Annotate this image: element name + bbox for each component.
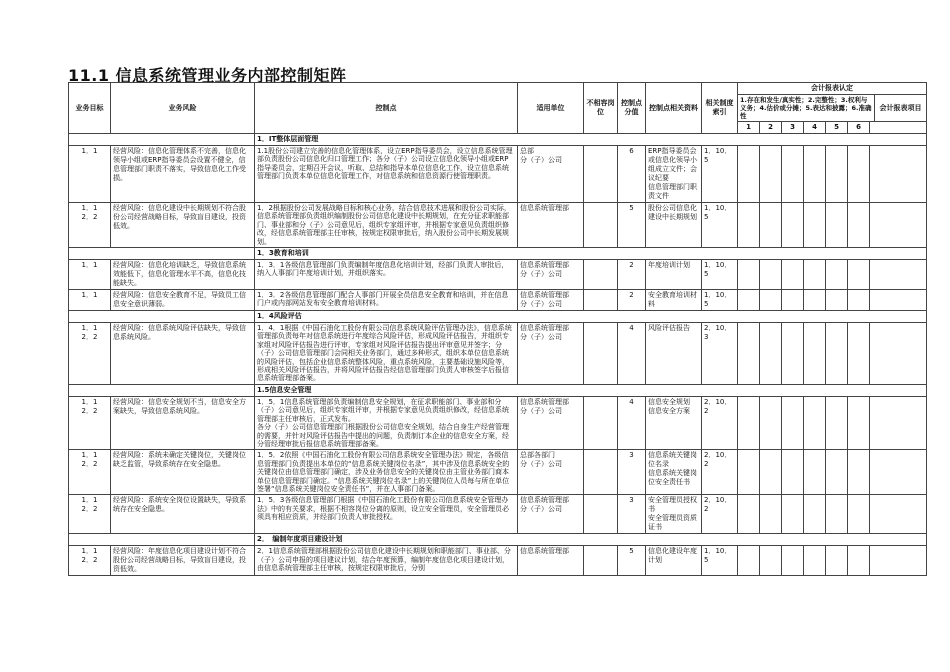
cell-audit-4 bbox=[804, 495, 826, 534]
cell-risk: 经营风险：年度信息化项目建设计划不符合股份公司经营战略目标，导致盲目建设，投资低效。 bbox=[111, 546, 255, 576]
cell-audit-2 bbox=[760, 450, 782, 495]
cell-docs: 风险评估报告 bbox=[646, 323, 702, 385]
page-title: 11.1 信息系统管理业务内部控制矩阵 bbox=[68, 66, 347, 85]
table-row bbox=[69, 323, 927, 385]
cell-goal: 1．1 2．2 bbox=[69, 495, 111, 534]
cell-audit-1 bbox=[738, 260, 760, 290]
cell-audit-5 bbox=[826, 450, 848, 495]
header-num-3: 3 bbox=[782, 122, 804, 134]
cell-control: 1．5．1信息系统管理部负责编制信息安全规划，在征求职能部门、事业部和分（子）公司意见后，组织专家组评审，并根据专家意见负责组织修改，经信息系统管理部主任审核后，正式发布。 各分（子）公司信息管理部门根据股份公司信息安全规划，结合自身生产经营管理的需要，并针对风险评估报告中提出的问题，负责制订本企业的信息安全方案，经分管经理审批后报信息系统管理部备案。 bbox=[255, 396, 518, 449]
cell-goal: 1．1 2．2 bbox=[69, 450, 111, 495]
cell-score: 2 bbox=[618, 290, 646, 311]
control-matrix-table bbox=[68, 82, 927, 576]
cell-audit-4 bbox=[804, 146, 826, 203]
cell-unit: 信息系统管理部 分（子）公司 bbox=[518, 495, 584, 534]
cell-audit-2 bbox=[760, 260, 782, 290]
cell-audit-3 bbox=[782, 203, 804, 248]
header-score: 控制点分值 bbox=[618, 83, 646, 134]
cell-audit-1 bbox=[738, 323, 760, 385]
cell-control: 2．1信息系统管理部根据股份公司信息化建设中长期规划和职能部门、事业部、分（子）公司申报的项目建议计划，结合年度预算，编制年度信息化项目建设计划，由信息系统管理部主任审核，按规定权限审批后，分别 bbox=[255, 546, 518, 576]
cell-audit-3 bbox=[782, 450, 804, 495]
cell-risk: 经营风险：系统未确定关键岗位，关键岗位缺乏监管，导致系统存在安全隐患。 bbox=[111, 450, 255, 495]
section-title: 2． 编制年度项目建设计划 bbox=[255, 534, 927, 546]
table-body bbox=[69, 134, 927, 576]
section-row bbox=[69, 384, 927, 396]
cell-index: 1．10．5 bbox=[702, 290, 738, 311]
cell-goal: 1．1 2．2 bbox=[69, 323, 111, 385]
cell-control: 1．5．3各级信息管理部门根据《中国石油化工股份有限公司信息系统安全管理办法》中的有关要求，根据不相容岗位分离的原则，设立安全管理员，安全管理员必须具有相应资质，并经部门负责人审批授权。 bbox=[255, 495, 518, 534]
section-spacer bbox=[69, 311, 255, 323]
cell-index: 1．10．5 bbox=[702, 546, 738, 576]
table-row bbox=[69, 260, 927, 290]
header-num-4: 4 bbox=[804, 122, 826, 134]
section-title: 1．3教育和培训 bbox=[255, 248, 927, 260]
cell-incompatible bbox=[584, 450, 618, 495]
cell-audit-6 bbox=[848, 323, 870, 385]
cell-docs: 信息系统关键岗位名录 信息系统关键岗位安全责任书 bbox=[646, 450, 702, 495]
cell-control: 1．3．1各级信息管理部门负责编制年度信息化培训计划，经部门负责人审批后，纳入人事部门年度培训计划，并组织落实。 bbox=[255, 260, 518, 290]
cell-incompatible bbox=[584, 546, 618, 576]
cell-index: 2．10．2 bbox=[702, 495, 738, 534]
cell-audit-item bbox=[870, 495, 927, 534]
cell-audit-4 bbox=[804, 450, 826, 495]
cell-risk: 经营风险：信息化管理体系不完善，信息化领导小组或ERP指导委员会设置不健全，信息管理部门职责不落实，导致信息化工作受损。 bbox=[111, 146, 255, 203]
cell-score: 3 bbox=[618, 450, 646, 495]
cell-score: 5 bbox=[618, 546, 646, 576]
cell-risk: 经营风险：信息安全规划不当，信息安全方案缺失，导致信息系统风险。 bbox=[111, 396, 255, 449]
cell-index: 2．10．2 bbox=[702, 450, 738, 495]
cell-audit-2 bbox=[760, 495, 782, 534]
cell-audit-3 bbox=[782, 495, 804, 534]
cell-goal: 1．1 2．2 bbox=[69, 396, 111, 449]
cell-audit-2 bbox=[760, 146, 782, 203]
cell-audit-2 bbox=[760, 290, 782, 311]
header-docs: 控制点相关资料 bbox=[646, 83, 702, 134]
header-index: 相关制度索引 bbox=[702, 83, 738, 134]
cell-audit-5 bbox=[826, 260, 848, 290]
header-num-5: 5 bbox=[826, 122, 848, 134]
cell-audit-1 bbox=[738, 203, 760, 248]
header-audit-desc: 1.存在和发生/真实性；2.完整性；3.权利与义务；4.估价或分摊；5.表达和披露；6.准确性 bbox=[738, 95, 875, 121]
cell-goal: 1．1 bbox=[69, 146, 111, 203]
cell-audit-item bbox=[870, 290, 927, 311]
cell-risk: 经营风险：信息化建设中长期规划不符合股份公司经营战略目标，导致盲目建设，投资低效。 bbox=[111, 203, 255, 248]
cell-audit-5 bbox=[826, 323, 848, 385]
section-spacer bbox=[69, 248, 255, 260]
cell-docs: 信息化建设年度计划 bbox=[646, 546, 702, 576]
cell-control: 1．5．2依照《中国石油化工股份有限公司信息系统安全管理办法》规定，各级信息管理部门负责提出本单位的“信息系统关键岗位名录”，其中涉及信息系统安全的关键岗位由信息管理部门确定，涉及业务信息安全的关键岗位由主管业务部门商本单位信息管理部门确定。“信息系统关键岗位名录”上的关键岗位人员每与所在单位签署“信息系统关键岗位安全责任书”，并在人事部门备案。 bbox=[255, 450, 518, 495]
cell-score: 5 bbox=[618, 203, 646, 248]
cell-docs: 股份公司信息化建设中长期规划 bbox=[646, 203, 702, 248]
cell-unit: 信息系统管理部 分（子）公司 bbox=[518, 260, 584, 290]
table-row bbox=[69, 203, 927, 248]
cell-audit-3 bbox=[782, 396, 804, 449]
cell-audit-2 bbox=[760, 396, 782, 449]
cell-score: 6 bbox=[618, 146, 646, 203]
cell-control: 1．4．1根据《中国石油化工股份有限公司信息系统风险评估管理办法》，信息系统管理部负责每年对信息系统进行年度综合风险评估，形成风险评估报告，并组织专家组对风险评估报告进行评审，专家组对风险评估报告提出评审意见并签字；分（子）公司信息管理部门会同相关业务部门，通过多种形式，组织本单位信息系统的风险评估，包括企业信息系统整体风险，重点系统风险，主要基础设施风险等，形成相关风险评估报告，并将风险评估报告经信息管理部门负责人审核签字后报信息系统管理部备案。 bbox=[255, 323, 518, 385]
section-row bbox=[69, 134, 927, 146]
cell-incompatible bbox=[584, 495, 618, 534]
cell-audit-1 bbox=[738, 396, 760, 449]
cell-incompatible bbox=[584, 146, 618, 203]
cell-audit-6 bbox=[848, 546, 870, 576]
cell-risk: 经营风险：信息安全教育不足，导致员工信息安全意识薄弱。 bbox=[111, 290, 255, 311]
header-audit: 会计报表认定 bbox=[738, 83, 926, 95]
cell-audit-item bbox=[870, 260, 927, 290]
cell-incompatible bbox=[584, 203, 618, 248]
header-control: 控制点 bbox=[255, 83, 518, 134]
header-num-1: 1 bbox=[738, 122, 760, 134]
header-num-empty bbox=[870, 122, 927, 134]
section-row bbox=[69, 248, 927, 260]
cell-risk: 经营风险：系统安全岗位设置缺失，导致系统存在安全隐患。 bbox=[111, 495, 255, 534]
cell-audit-4 bbox=[804, 290, 826, 311]
header-audit-group bbox=[738, 83, 927, 122]
header-unit: 适用单位 bbox=[518, 83, 584, 134]
cell-docs: 年度培训计划 bbox=[646, 260, 702, 290]
header-goal: 业务目标 bbox=[69, 83, 111, 134]
cell-index: 2．10．3 bbox=[702, 323, 738, 385]
cell-unit: 信息系统管理部 分（子）公司 bbox=[518, 290, 584, 311]
cell-unit: 信息系统管理部 分（子）公司 bbox=[518, 396, 584, 449]
cell-audit-item bbox=[870, 146, 927, 203]
cell-audit-6 bbox=[848, 450, 870, 495]
cell-unit: 信息系统管理部 分（子）公司 bbox=[518, 323, 584, 385]
cell-audit-3 bbox=[782, 146, 804, 203]
cell-audit-1 bbox=[738, 495, 760, 534]
cell-unit: 总部各部门 分（子）公司 bbox=[518, 450, 584, 495]
cell-index: 1．10．5 bbox=[702, 146, 738, 203]
cell-docs: 安全教育培训材料 bbox=[646, 290, 702, 311]
cell-index: 1．10．5 bbox=[702, 203, 738, 248]
cell-audit-4 bbox=[804, 546, 826, 576]
cell-audit-1 bbox=[738, 546, 760, 576]
cell-goal: 1．1 2．2 bbox=[69, 546, 111, 576]
cell-audit-5 bbox=[826, 495, 848, 534]
cell-audit-5 bbox=[826, 396, 848, 449]
cell-risk: 经营风险：信息系统风险评估缺失，导致信息系统风险。 bbox=[111, 323, 255, 385]
cell-audit-5 bbox=[826, 203, 848, 248]
cell-audit-6 bbox=[848, 146, 870, 203]
cell-incompatible bbox=[584, 290, 618, 311]
cell-score: 3 bbox=[618, 495, 646, 534]
cell-docs: ERP指导委员会或信息化领导小组成立文件；会议纪要 信息管理部门职责文件 bbox=[646, 146, 702, 203]
cell-audit-3 bbox=[782, 546, 804, 576]
cell-unit: 信息系统管理部 bbox=[518, 546, 584, 576]
cell-incompatible bbox=[584, 323, 618, 385]
section-title: 1．IT整体层面管理 bbox=[255, 134, 927, 146]
cell-goal: 1．1 bbox=[69, 290, 111, 311]
cell-unit: 总部 分（子）公司 bbox=[518, 146, 584, 203]
cell-audit-1 bbox=[738, 450, 760, 495]
cell-score: 4 bbox=[618, 323, 646, 385]
cell-control: 1．2根据股份公司发展战略目标和核心业务，结合信息技术进展和股份公司实际，信息系统管理部负责组织编制股份公司信息化建设中长期规划，在充分征求职能部门、事业部和分（子）公司意见后，组织专家组评审，并根据专家意见负责组织修改，经信息系统管理部主任审核，按规定权限审批后，纳入股份公司中长期发展规划。 bbox=[255, 203, 518, 248]
section-title: 1.5信息安全管理 bbox=[255, 384, 927, 396]
cell-goal: 1．1 bbox=[69, 260, 111, 290]
cell-audit-4 bbox=[804, 260, 826, 290]
cell-audit-5 bbox=[826, 290, 848, 311]
cell-audit-6 bbox=[848, 203, 870, 248]
cell-audit-6 bbox=[848, 396, 870, 449]
cell-index: 1．10．5 bbox=[702, 260, 738, 290]
cell-audit-4 bbox=[804, 396, 826, 449]
header-audit-item: 会计报表项目 bbox=[879, 103, 922, 112]
header-risk: 业务风险 bbox=[111, 83, 255, 134]
section-spacer bbox=[69, 384, 255, 396]
section-row bbox=[69, 534, 927, 546]
cell-index: 2．10．2 bbox=[702, 396, 738, 449]
cell-unit: 信息系统管理部 bbox=[518, 203, 584, 248]
cell-audit-3 bbox=[782, 260, 804, 290]
cell-audit-5 bbox=[826, 546, 848, 576]
cell-docs: 信息安全规划 信息安全方案 bbox=[646, 396, 702, 449]
table-row bbox=[69, 396, 927, 449]
cell-audit-item bbox=[870, 203, 927, 248]
cell-audit-item bbox=[870, 396, 927, 449]
section-title: 1．4风险评估 bbox=[255, 311, 927, 323]
cell-audit-item bbox=[870, 323, 927, 385]
table-row bbox=[69, 546, 927, 576]
header-incompatible: 不相容岗位 bbox=[584, 83, 618, 134]
section-row bbox=[69, 311, 927, 323]
cell-audit-6 bbox=[848, 260, 870, 290]
cell-risk: 经营风险：信息化培训缺乏，导致信息系统效能低下，信息化管理水平不高，信息化技能缺失。 bbox=[111, 260, 255, 290]
section-spacer bbox=[69, 534, 255, 546]
table-row bbox=[69, 290, 927, 311]
table-row bbox=[69, 450, 927, 495]
cell-audit-item bbox=[870, 546, 927, 576]
cell-audit-5 bbox=[826, 146, 848, 203]
cell-audit-2 bbox=[760, 323, 782, 385]
cell-audit-6 bbox=[848, 495, 870, 534]
header-num-6: 6 bbox=[848, 122, 870, 134]
cell-docs: 安全管理员授权书 安全管理员资质证书 bbox=[646, 495, 702, 534]
cell-audit-item bbox=[870, 450, 927, 495]
cell-control: 1.1股份公司建立完善的信息化管理体系，设立ERP指导委员会，设立信息系统管理部负责股份公司信息化归口管理工作；各分（子）公司设立信息化领导小组或ERP指导委员会，定期召开会议，听取、总结和指导本单位信息化工作，设立信息系统管理部门负责本单位信息化管理工作，对信息系统和信息资源行使管理职责。 bbox=[255, 146, 518, 203]
table-row bbox=[69, 146, 927, 203]
header-num-2: 2 bbox=[760, 122, 782, 134]
cell-audit-1 bbox=[738, 146, 760, 203]
table-row bbox=[69, 495, 927, 534]
cell-score: 4 bbox=[618, 396, 646, 449]
cell-audit-2 bbox=[760, 546, 782, 576]
cell-audit-1 bbox=[738, 290, 760, 311]
cell-audit-2 bbox=[760, 203, 782, 248]
cell-audit-3 bbox=[782, 323, 804, 385]
cell-audit-4 bbox=[804, 203, 826, 248]
cell-score: 2 bbox=[618, 260, 646, 290]
cell-audit-3 bbox=[782, 290, 804, 311]
cell-goal: 1．1 2．2 bbox=[69, 203, 111, 248]
section-spacer bbox=[69, 134, 255, 146]
cell-audit-4 bbox=[804, 323, 826, 385]
cell-incompatible bbox=[584, 260, 618, 290]
cell-audit-6 bbox=[848, 290, 870, 311]
cell-control: 1．3．2各级信息管理部门配合人事部门开展全员信息安全教育和培训，并在信息门户或内部网站发布安全教育培训材料。 bbox=[255, 290, 518, 311]
cell-incompatible bbox=[584, 396, 618, 449]
